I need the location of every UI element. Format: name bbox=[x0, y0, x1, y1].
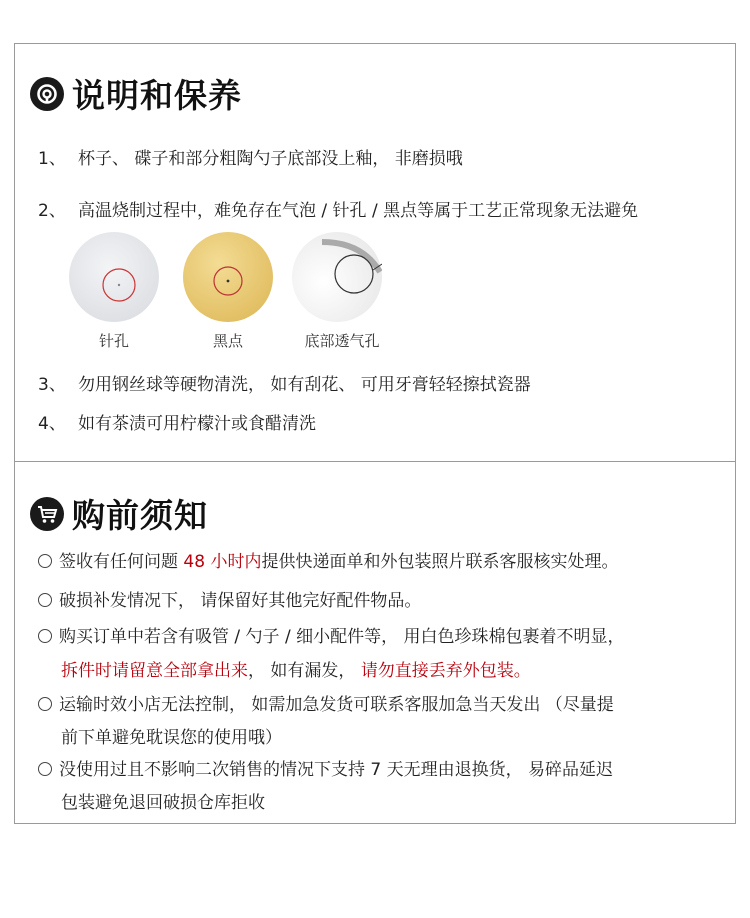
notice-item-2: 破损补发情况下， 请保留好其他完好配件物品。 bbox=[38, 586, 421, 611]
notice-item-4: 运输时效小店无法控制， 如需加急发货可联系客服加急当天发出 （尽量提 bbox=[38, 690, 614, 715]
section-notice-title bbox=[30, 490, 208, 537]
highlight-keep-package: 请勿直接丢弃外包装。 bbox=[360, 661, 531, 681]
blackspot-sample-image bbox=[183, 232, 273, 322]
section-care-heading: 说明和保养 bbox=[72, 76, 242, 115]
spiral-icon bbox=[30, 77, 64, 111]
notice-item-5-continued: 包装避免退回破损仓库拒收 bbox=[61, 793, 265, 813]
vent-hole-caption: 底部透气孔 bbox=[304, 332, 380, 350]
notice-item-5: 没使用过且不影响二次销售的情况下支持 7 天无理由退换货， 易碎品延迟 bbox=[38, 755, 613, 780]
highlight-48h: 48 小时内 bbox=[183, 552, 262, 572]
highlight-unpack: 拆件时请留意全部拿出来 bbox=[61, 661, 248, 681]
pinhole-sample-image bbox=[69, 232, 159, 322]
notice-item-4-continued: 前下单避免耽误您的使用哦） bbox=[61, 728, 282, 748]
section-care-title bbox=[30, 70, 242, 117]
care-item-2: 2、 高温烧制过程中，难免存在气泡 / 针孔 / 黑点等属于工艺正常现象无法避免 bbox=[38, 201, 639, 221]
care-item-3: 3、 勿用钢丝球等硬物清洗， 如有刮花、 可用牙膏轻轻擦拭瓷器 bbox=[38, 375, 531, 395]
bullet-circle-icon bbox=[38, 629, 52, 643]
pinhole-caption: 针孔 bbox=[98, 332, 129, 350]
bullet-circle-icon bbox=[38, 554, 52, 568]
section-notice-heading: 购前须知 bbox=[72, 496, 208, 535]
care-item-1: 1、 杯子、 碟子和部分粗陶勺子底部没上釉， 非磨损哦 bbox=[38, 149, 463, 169]
bullet-circle-icon bbox=[38, 762, 52, 776]
care-item-4: 4、 如有茶渍可用柠檬汁或食醋清洗 bbox=[38, 414, 316, 434]
section-divider bbox=[14, 461, 736, 462]
notice-item-1: 签收有任何问题 48 小时内提供快递面单和外包装照片联系客服核实处理。 bbox=[38, 547, 618, 572]
bullet-circle-icon bbox=[38, 697, 52, 711]
notice-item-3: 购买订单中若含有吸管 / 勺子 / 细小配件等， 用白色珍珠棉包裹着不明显， bbox=[38, 622, 624, 647]
blackspot-caption: 黑点 bbox=[212, 332, 243, 350]
bullet-circle-icon bbox=[38, 593, 52, 607]
notice-item-3-continued: 拆件时请留意全部拿出来， 如有漏发， 请勿直接丢弃外包装。 bbox=[61, 661, 531, 681]
vent-hole-sample-image bbox=[292, 232, 382, 322]
shopping-cart-icon bbox=[30, 497, 64, 531]
